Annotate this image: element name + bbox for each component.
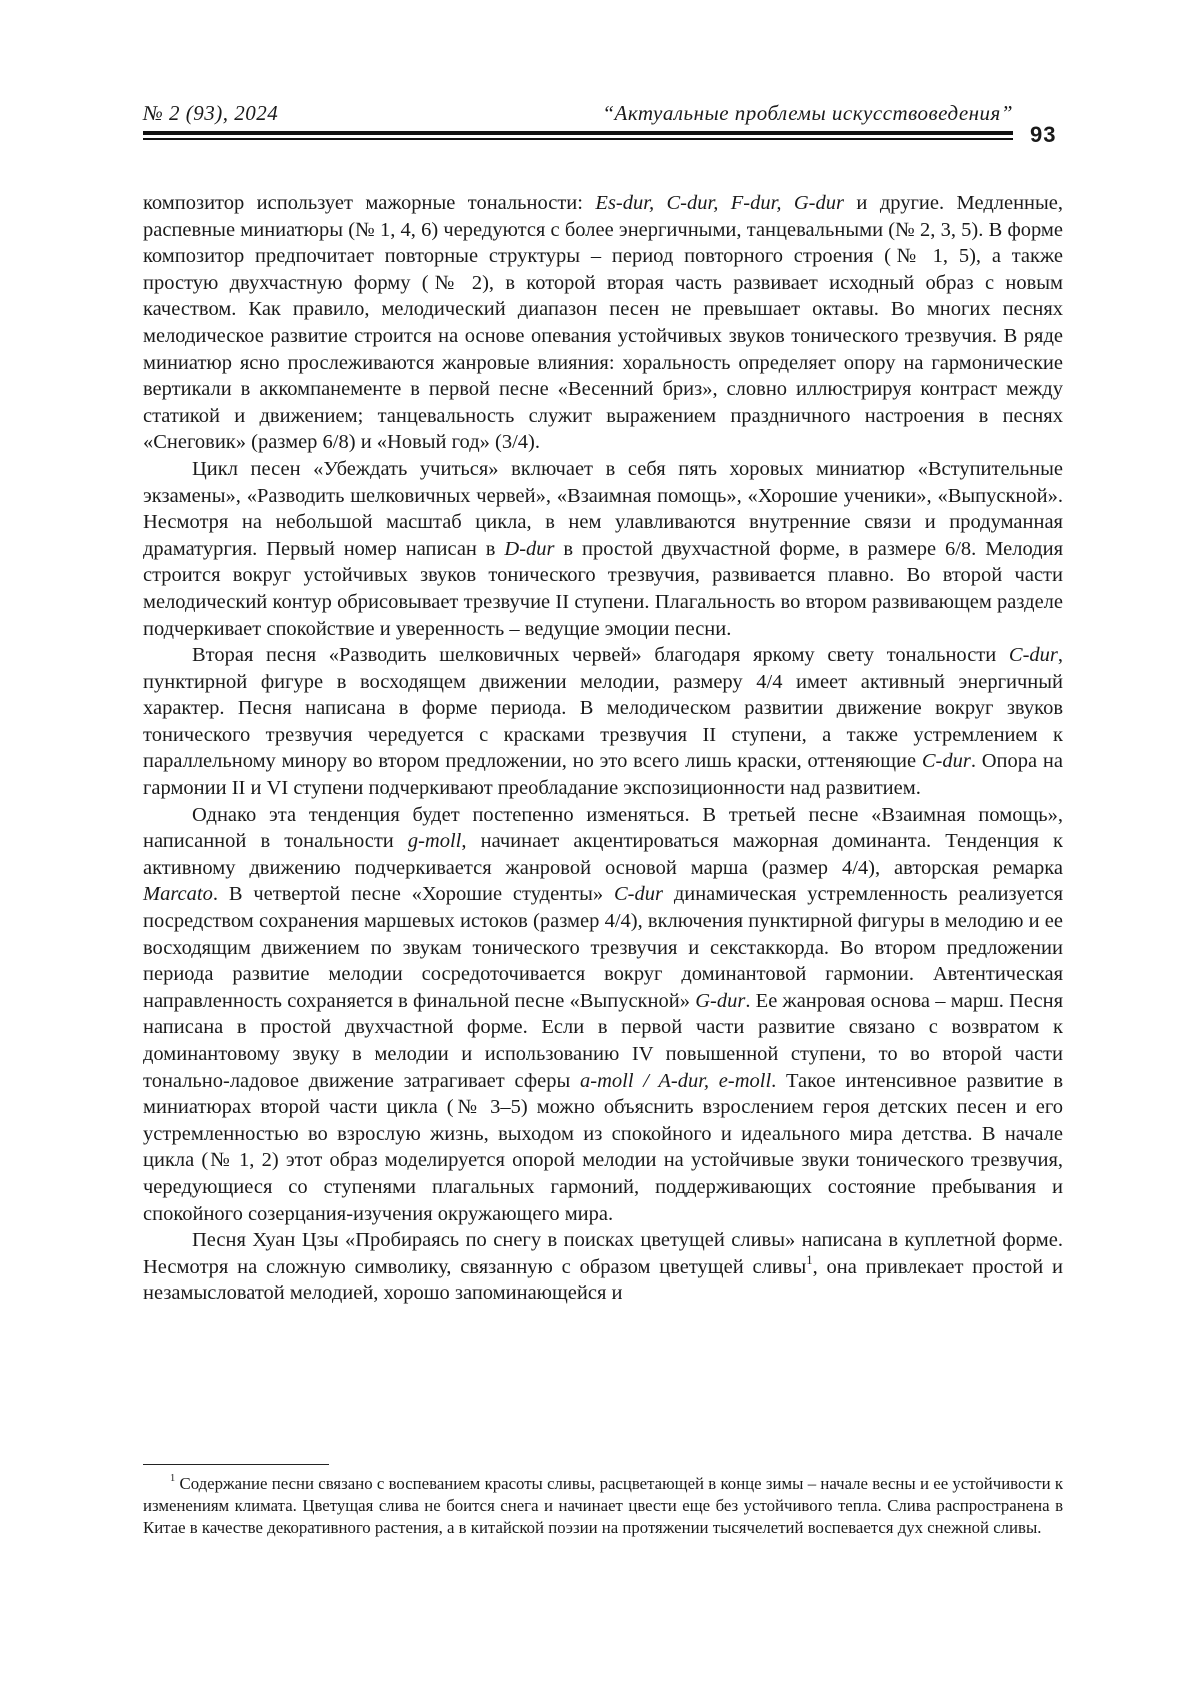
text-run: . Такое интенсивное развитие в миниатюрах второй части цикла (№ 3–5) можно объяснить взрослением героя детских песен и его устремленностью во взрослую жизнь, выходом из спокойного и идеального мира детства. В начале цикла (№ 1, 2) этот образ моделируется опорой мелодии на устойчивые звуки тонического трезвучия, чередующиеся со ступенями плагальных гармоний, поддерживающих состояние пребывания и спокойного созерцания-изучения окружающего мира. <box>143 1070 1063 1225</box>
issue-number: № 2 (93), 2024 <box>143 101 278 126</box>
footnote-separator <box>143 1464 329 1465</box>
text-run: Вторая песня «Разводить шелковичных червей» благодаря яркому свету тональности <box>192 644 1009 666</box>
paragraph <box>143 802 1063 1228</box>
text-run: . Опора на гармонии II и VI ступени подчеркивают преобладание экспозиционности над развитием. <box>143 750 1063 799</box>
text-run: в простой двухчастной форме, в размере 6/8. Мелодия строится вокруг устойчивых звуков тонического трезвучия, развивается плавно. Во второй части мелодический контур обрисовывает трезвучие II ступени. Плагальность во втором развивающем разделе подчеркивает спокойствие и уверенность – ведущие эмоции песни. <box>143 538 1063 640</box>
italic-term: Marcato <box>143 883 213 905</box>
text-run: Песня Хуан Цзы «Пробираясь по снегу в поисках цветущей сливы» написана в куплетной форме. Несмотря на сложную символику, связанную с образом цветущей сливы <box>143 1229 1063 1278</box>
footnote-marker: 1 <box>170 1473 175 1484</box>
text-run: . Ее жанровая основа – марш. Песня написана в простой двухчастной форме. Если в первой части развитие связано с возвратом к доминантовому звуку в мелодии и использованию IV повышенной ступени, то во второй части тонально-ладовое движение затрагивает сферы <box>143 990 1063 1092</box>
paragraph <box>143 456 1063 642</box>
italic-term: Es-dur, C-dur, F-dur, G-dur <box>595 192 844 214</box>
text-run: Однако эта тенденция будет постепенно изменяться. В третьей песне «Взаимная помощь», написанной в тональности <box>143 804 1063 853</box>
italic-term: a-moll / A-dur, e-moll <box>580 1070 771 1092</box>
italic-term: G-dur <box>695 990 745 1012</box>
italic-term: C-dur <box>922 750 971 772</box>
italic-term: D-dur <box>504 538 554 560</box>
text-run: и другие. Медленные, распевные миниатюры (№ 1, 4, 6) чередуются с более энергичными, танцевальными (№ 2, 3, 5). В форме композитор предпочитает повторные структуры – период повторного строения (№ 1, 5), а также простую двухчастную форму (№ 2), в которой вторая часть развивает исходный образ с новым качеством. Как правило, мелодический диапазон песен не превышает октавы. Во многих песнях мелодическое развитие строится на основе опевания устойчивых звуков тонического трезвучия. В ряде миниатюр ясно прослеживаются жанровые влияния: хоральность определяет опору на гармонические вертикали в аккомпанементе в первой песне «Весенний бриз», словно иллюстрируя контраст между статикой и движением; танцевальность служит выражением праздничного настроения в песнях «Снеговик» (размер 6/8) и «Новый год» (3/4). <box>143 192 1063 453</box>
italic-term: g-moll <box>408 830 462 852</box>
paragraph <box>143 1227 1063 1307</box>
article-body <box>143 190 1063 1307</box>
running-header <box>143 98 1013 140</box>
text-run: композитор использует мажорные тональности: <box>143 192 595 214</box>
header-line <box>143 98 1013 126</box>
journal-title: “Актуальные проблемы искусствоведения” <box>602 101 1013 126</box>
text-run: . В четвертой песне «Хорошие студенты» <box>213 883 614 905</box>
paragraph <box>143 190 1063 456</box>
footnote-ref: 1 <box>806 1253 812 1267</box>
footnote <box>143 1473 1063 1539</box>
paragraph <box>143 642 1063 802</box>
page-number: 93 <box>1030 122 1056 148</box>
text-run: , пунктирной фигуре в восходящем движении мелодии, размеру 4/4 имеет активный энергичный характер. Песня написана в форме периода. В мелодическом развитии движение вокруг звуков тонического трезвучия чередуется с красками трезвучия II ступени, а также устремлением к параллельному минору во втором предложении, но это всего лишь краски, оттеняющие <box>143 644 1063 772</box>
italic-term: C-dur <box>1009 644 1058 666</box>
text-run: Цикл песен «Убеждать учиться» включает в себя пять хоровых миниатюр «Вступительные экзамены», «Разводить шелковичных червей», «Взаимная помощь», «Хорошие ученики», «Выпускной». Несмотря на небольшой масштаб цикла, в нем улавливаются внутренние связи и продуманная драматургия. Первый номер написан в <box>143 458 1063 560</box>
header-rule-thick <box>143 131 1013 135</box>
footnote-text: Содержание песни связано с воспеванием красоты сливы, расцветающей в конце зимы – начале весны и ее устойчивости к изменениям климата. Цветущая слива не боится снега и начинает цвести еще без устойчивого тепла. Слива распространена в Китае в качестве декоративного растения, а в китайской поэзии на протяжении тысячелетий воспевается дух снежной сливы. <box>143 1474 1063 1537</box>
text-run: , начинает акцентироваться мажорная доминанта. Тенденция к активному движению подчеркивается жанровой основой марша (размер 4/4), авторская ремарка <box>143 830 1063 879</box>
italic-term: C-dur <box>614 883 663 905</box>
text-run: динамическая устремленность реализуется посредством сохранения маршевых истоков (размер 4/4), включения пунктирной фигуры в мелодию и ее восходящим движением по звукам тонического трезвучия и секстаккорда. Во втором предложении периода развитие мелодии сосредоточивается вокруг доминантовой гармонии. Автентическая направленность сохраняется в финальной песне «Выпускной» <box>143 883 1063 1011</box>
text-run: , она привлекает простой и незамысловатой мелодией, хорошо запоминающейся и <box>143 1256 1063 1305</box>
header-rule-thin <box>143 138 1013 140</box>
